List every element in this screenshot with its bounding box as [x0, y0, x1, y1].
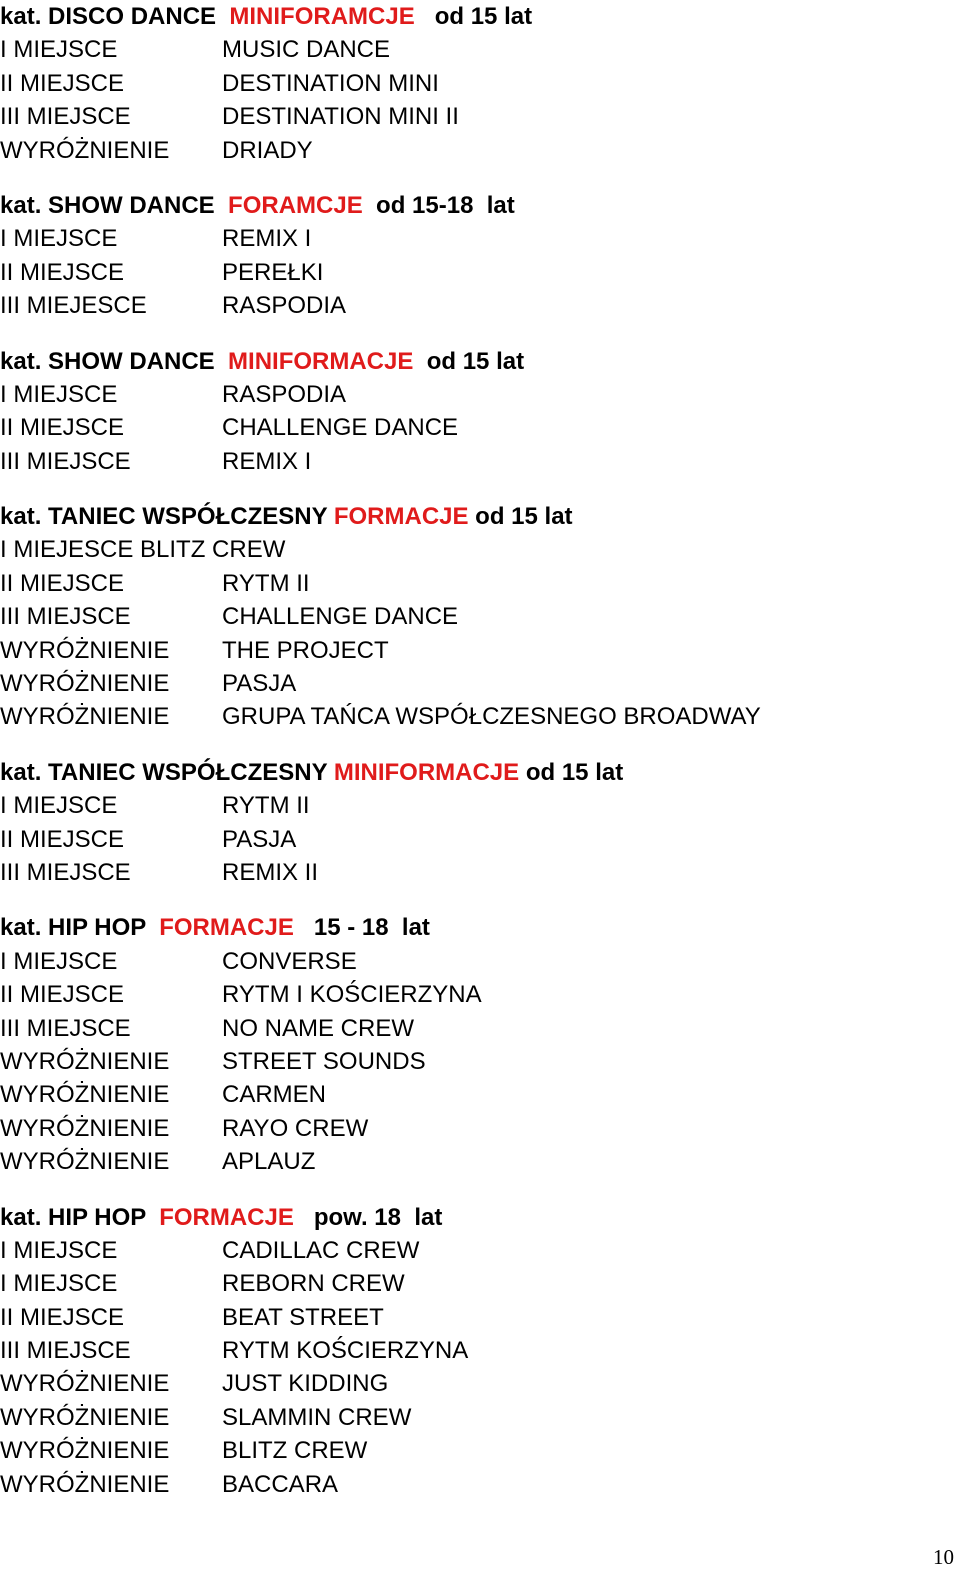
result-row	[0, 1434, 960, 1467]
placement-label: WYRÓŻNIENIE	[0, 1047, 170, 1075]
team-name: MUSIC DANCE	[222, 36, 391, 64]
category-formation-type: MINIFORMACJE	[333, 758, 520, 786]
category-heading	[0, 189, 960, 222]
team-name: RYTM II	[222, 792, 310, 820]
category-heading	[0, 0, 960, 33]
category-age-group: od 15 lat	[468, 503, 573, 531]
category-title: kat. SHOW DANCE	[0, 347, 229, 375]
result-row	[0, 823, 960, 856]
category-title: kat. TANIEC WSPÓŁCZESNY	[0, 758, 334, 786]
result-row	[0, 978, 960, 1011]
placement-label: III MIEJSCE	[0, 1337, 131, 1365]
team-name: PASJA	[222, 825, 297, 853]
result-row	[0, 67, 960, 100]
placement-label: WYRÓŻNIENIE	[0, 1370, 170, 1398]
team-name: REMIX I	[222, 447, 312, 475]
result-row	[0, 667, 960, 700]
category-age-group: pow. 18 lat	[293, 1203, 443, 1231]
result-row	[0, 1045, 960, 1078]
placement-label: I MIEJSCE	[0, 36, 118, 64]
placement-label: II MIEJSCE	[0, 569, 125, 597]
category-age-group: od 15 lat	[413, 347, 525, 375]
team-name: DESTINATION MINI II	[222, 103, 459, 131]
result-row	[0, 1334, 960, 1367]
team-name: RYTM I KOŚCIERZYNA	[222, 981, 482, 1009]
result-row	[0, 856, 960, 889]
category-age-group: od 15-18 lat	[362, 191, 515, 219]
category-section	[0, 0, 960, 167]
result-row	[0, 1078, 960, 1111]
category-title: kat. HIP HOP	[0, 914, 160, 942]
team-name: BEAT STREET	[222, 1303, 384, 1331]
result-row	[0, 634, 960, 667]
placement-label: WYRÓŻNIENIE	[0, 636, 170, 664]
category-section	[0, 756, 960, 890]
team-name: STREET SOUNDS	[222, 1047, 426, 1075]
team-name: NO NAME CREW	[222, 1014, 414, 1042]
category-heading	[0, 345, 960, 378]
category-section	[0, 189, 960, 323]
category-heading	[0, 756, 960, 789]
result-row	[0, 256, 960, 289]
category-section	[0, 911, 960, 1178]
placement-label: WYRÓŻNIENIE	[0, 1114, 170, 1142]
result-row	[0, 1145, 960, 1178]
team-name: BLITZ CREW	[222, 1437, 368, 1465]
placement-label: I MIEJSCE	[0, 1270, 118, 1298]
category-formation-type: MINIFORAMCJE	[229, 3, 415, 30]
team-name: BLITZ CREW	[140, 536, 286, 564]
team-name: CONVERSE	[222, 947, 357, 975]
placement-label: II MIEJSCE	[0, 1303, 125, 1331]
result-row	[0, 411, 960, 444]
placement-label: WYRÓŻNIENIE	[0, 1437, 170, 1465]
team-name: RYTM II	[222, 569, 310, 597]
placement-label: III MIEJSCE	[0, 603, 131, 631]
category-section	[0, 500, 960, 734]
category-formation-type: FORMACJE	[159, 1203, 294, 1231]
category-formation-type: FORAMCJE	[228, 191, 363, 219]
team-name: PASJA	[222, 670, 297, 698]
result-row	[0, 222, 960, 255]
result-row	[0, 1367, 960, 1400]
category-heading	[0, 500, 960, 533]
placement-label: III MIEJSCE	[0, 1014, 131, 1042]
placement-label: III MIEJSCE	[0, 103, 131, 131]
team-name: DRIADY	[222, 136, 313, 164]
result-row	[0, 1012, 960, 1045]
placement-label: I MIEJSCE	[0, 792, 118, 820]
result-row	[0, 134, 960, 167]
result-row	[0, 33, 960, 66]
category-age-group: od 15 lat	[414, 3, 533, 30]
team-name: GRUPA TAŃCA WSPÓŁCZESNEGO BROADWAY	[222, 703, 761, 731]
placement-label: II MIEJSCE	[0, 258, 125, 286]
team-name: RYTM KOŚCIERZYNA	[222, 1337, 469, 1365]
category-heading	[0, 911, 960, 944]
result-row	[0, 1301, 960, 1334]
team-name: REBORN CREW	[222, 1270, 405, 1298]
category-title: kat. SHOW DANCE	[0, 191, 229, 219]
placement-label: III MIEJSCE	[0, 447, 131, 475]
result-row	[0, 1234, 960, 1267]
team-name: APLAUZ	[222, 1148, 316, 1176]
page-number: 10	[933, 1545, 954, 1569]
team-name: CHALLENGE DANCE	[222, 603, 459, 631]
placement-label: I MIEJSCE	[0, 947, 118, 975]
result-row	[0, 289, 960, 322]
result-row	[0, 378, 960, 411]
team-name: JUST KIDDING	[222, 1370, 389, 1398]
placement-label: II MIEJSCE	[0, 825, 125, 853]
result-row	[0, 789, 960, 822]
result-row	[0, 1468, 960, 1501]
team-name: PEREŁKI	[222, 258, 324, 286]
placement-label: WYRÓŻNIENIE	[0, 1470, 170, 1498]
result-row	[0, 1267, 960, 1300]
placement-label: WYRÓŻNIENIE	[0, 136, 170, 164]
team-name: RASPODIA	[222, 292, 347, 320]
team-name: CARMEN	[222, 1081, 327, 1109]
category-formation-type: MINIFORMACJE	[228, 347, 414, 375]
placement-label: I MIEJSCE	[0, 380, 118, 408]
team-name: BACCARA	[222, 1470, 339, 1498]
result-row	[0, 533, 960, 566]
category-formation-type: FORMACJE	[159, 914, 294, 942]
placement-label: III MIEJSCE	[0, 858, 131, 886]
category-age-group: od 15 lat	[519, 758, 624, 786]
placement-label: WYRÓŻNIENIE	[0, 1403, 170, 1431]
category-section	[0, 1201, 960, 1502]
placement-label: III MIEJESCE	[0, 292, 147, 320]
placement-label: II MIEJSCE	[0, 981, 125, 1009]
placement-label: WYRÓŻNIENIE	[0, 1081, 170, 1109]
team-name: SLAMMIN CREW	[222, 1403, 412, 1431]
category-age-group: 15 - 18 lat	[293, 914, 430, 942]
result-row	[0, 445, 960, 478]
team-name: REMIX II	[222, 858, 319, 886]
result-row	[0, 100, 960, 133]
category-title: kat. DISCO DANCE	[0, 3, 230, 30]
placement-label: WYRÓŻNIENIE	[0, 1148, 170, 1176]
result-row	[0, 1401, 960, 1434]
category-title: kat. TANIEC WSPÓŁCZESNY	[0, 503, 334, 531]
team-name: RASPODIA	[222, 380, 347, 408]
category-section	[0, 345, 960, 479]
placement-label: WYRÓŻNIENIE	[0, 703, 170, 731]
result-row	[0, 1112, 960, 1145]
placement-label: II MIEJSCE	[0, 414, 125, 442]
result-row	[0, 600, 960, 633]
team-name: RAYO CREW	[222, 1114, 369, 1142]
team-name: REMIX I	[222, 225, 312, 253]
result-row	[0, 945, 960, 978]
placement-label: I MIEJSCE	[0, 1236, 118, 1264]
placement-label: WYRÓŻNIENIE	[0, 670, 170, 698]
team-name: DESTINATION MINI	[222, 69, 439, 97]
result-row	[0, 700, 960, 733]
category-heading	[0, 1201, 960, 1234]
category-title: kat. HIP HOP	[0, 1203, 160, 1231]
placement-label: I MIEJESCE	[0, 536, 134, 564]
result-row	[0, 567, 960, 600]
category-formation-type: FORMACJE	[333, 503, 469, 531]
placement-label: II MIEJSCE	[0, 69, 125, 97]
team-name: CADILLAC CREW	[222, 1236, 420, 1264]
placement-label: I MIEJSCE	[0, 225, 118, 253]
team-name: CHALLENGE DANCE	[222, 414, 459, 442]
team-name: THE PROJECT	[222, 636, 389, 664]
